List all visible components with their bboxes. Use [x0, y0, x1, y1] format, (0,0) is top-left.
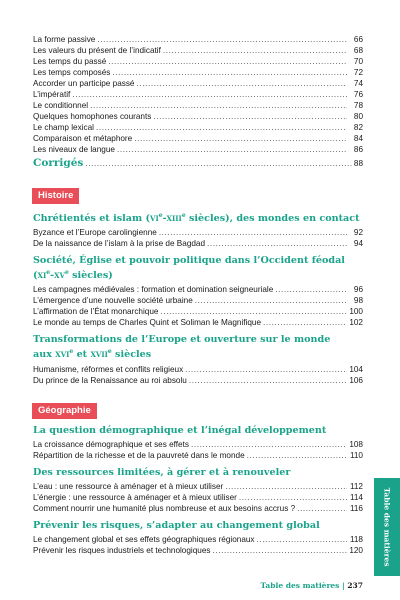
toc	[33, 34, 363, 556]
entry-label: Comparaison et métaphore	[33, 134, 133, 143]
entry-label: L’affirmation de l’État monarchique	[33, 307, 159, 317]
leader-dots	[297, 503, 347, 514]
toc-entry[interactable]	[33, 111, 363, 122]
toc-entry[interactable]	[33, 45, 363, 56]
chapter-title[interactable]: Prévenir les risques, s’adapter au changement global	[33, 519, 320, 531]
toc-entry[interactable]	[33, 306, 363, 317]
entry-page: 82	[353, 123, 363, 132]
leader-dots	[275, 284, 347, 295]
entry-label: L’énergie : une ressource à aménager et à mieux utiliser	[33, 492, 237, 502]
side-tab	[374, 478, 400, 576]
entry-page: 112	[349, 481, 363, 491]
page-footer: Table des matières | 237	[260, 581, 363, 590]
entry-page: 78	[353, 101, 363, 110]
entry-label: L’émergence d’une nouvelle société urbaine	[33, 296, 193, 306]
entry-page: 102	[349, 318, 363, 328]
entry-label: De la naissance de l’islam à la prise de Bagdad	[33, 239, 206, 249]
entry-page: 88	[353, 159, 363, 168]
entry-label: Prévenir les risques industriels et technologiques	[33, 545, 211, 555]
leader-dots	[160, 306, 347, 317]
geographie-section	[33, 400, 363, 556]
entry-label: Les temps du passé	[33, 57, 107, 66]
leader-dots	[117, 144, 347, 155]
chapter-title[interactable]: La question démographique et l’inégal développement	[33, 424, 327, 436]
chapter-title[interactable]: Société, Église et pouvoir politique dans l’Occident féodal ($xi^e-xv^e$ siècles)	[33, 255, 345, 282]
entry-page: 84	[353, 134, 363, 143]
toc-entry[interactable]	[33, 238, 363, 249]
entry-label: Comment nourrir une humanité plus nombreuse et aux besoins accrus ?	[33, 503, 296, 513]
section-tag-geographie: Géographie	[32, 403, 97, 419]
entry-page: 98	[353, 296, 363, 306]
entry-label: Les valeurs du présent de l’indicatif	[33, 46, 161, 55]
leader-dots	[72, 89, 347, 100]
entry-page: 110	[349, 450, 363, 460]
toc-entry[interactable]	[33, 492, 363, 503]
entry-page: 94	[353, 239, 363, 249]
entry-label: Les campagnes médiévales : formation et domination seigneuriale	[33, 285, 274, 295]
leader-dots	[134, 133, 347, 144]
chapter-title[interactable]: Chrétientés et islam ($vi^e-xiii^e$ siècles), des mondes en contact	[33, 212, 360, 225]
toc-entry[interactable]	[33, 89, 363, 100]
leader-dots	[108, 56, 347, 67]
toc-entry[interactable]	[33, 375, 363, 386]
toc-entry[interactable]	[33, 450, 363, 461]
entry-page: 104	[349, 364, 363, 374]
entry-page: 96	[353, 285, 363, 295]
toc-entry[interactable]	[33, 227, 363, 238]
leader-dots	[112, 67, 347, 78]
entry-page: 70	[353, 57, 363, 66]
entry-label: Le monde au temps de Charles Quint et Soliman le Magnifique	[33, 318, 262, 328]
toc-entry[interactable]	[33, 67, 363, 78]
chapter-title[interactable]: Transformations de l’Europe et ouverture sur le monde aux xvi$^e$ et xvii$^e$ siècles	[33, 334, 331, 361]
leader-dots	[239, 492, 347, 503]
entry-page: 86	[353, 145, 363, 154]
entry-page: 108	[349, 439, 363, 449]
leader-dots	[247, 450, 347, 461]
chapter-title[interactable]: Des ressources limitées, à gérer et à renouveler	[33, 466, 291, 478]
footer-label: Table des matières	[260, 581, 340, 590]
toc-entry[interactable]	[33, 122, 363, 133]
entry-page: 118	[349, 534, 363, 544]
entry-label: Le changement global et ses effets géographiques régionaux	[33, 534, 255, 544]
toc-entry[interactable]	[33, 56, 363, 67]
toc-entry[interactable]	[33, 133, 363, 144]
section-tag-histoire: Histoire	[32, 188, 79, 204]
entry-label: Byzance et l’Europe carolingienne	[33, 228, 157, 238]
leader-dots	[263, 317, 347, 328]
entry-label: Répartition de la richesse et de la pauvreté dans le monde	[33, 450, 245, 460]
french-section	[33, 34, 363, 171]
entry-page: 114	[349, 492, 363, 502]
entry-label: Du prince de la Renaissance au roi absolu	[33, 375, 187, 385]
toc-entry[interactable]	[33, 481, 363, 492]
leader-dots	[257, 534, 347, 545]
side-tab-label: Table des matières	[382, 487, 392, 567]
entry-page: 116	[349, 503, 363, 513]
toc-entry[interactable]	[33, 100, 363, 111]
entry-page: 120	[349, 545, 363, 555]
entry-page: 76	[353, 90, 363, 99]
corriges-label: Corrigés	[33, 157, 84, 169]
leader-dots	[163, 45, 347, 56]
entry-label: La forme passive	[33, 35, 96, 44]
toc-entry[interactable]	[33, 34, 363, 45]
entry-label: Humanisme, réformes et conflits religieux	[33, 364, 184, 374]
entry-label: L’eau : une ressource à aménager et à mieux utiliser	[33, 481, 224, 491]
entry-page: 92	[353, 228, 363, 238]
entry-page: 74	[353, 79, 363, 88]
entry-label: Les temps composés	[33, 68, 111, 77]
leader-dots	[153, 111, 347, 122]
entry-label: L’impératif	[33, 90, 71, 99]
corriges-entry[interactable]	[33, 157, 363, 171]
entry-page: 100	[349, 307, 363, 317]
entry-page: 80	[353, 112, 363, 121]
entry-page: 106	[349, 375, 363, 385]
toc-entry[interactable]	[33, 545, 363, 556]
leader-dots	[97, 34, 347, 45]
entry-label: Le conditionnel	[33, 101, 89, 110]
entry-label: Les niveaux de langue	[33, 145, 115, 154]
entry-label: La croissance démographique et ses effets	[33, 439, 189, 449]
histoire-section	[33, 185, 363, 386]
entry-page: 66	[353, 35, 363, 44]
leader-dots	[213, 545, 348, 556]
page-number: 237	[347, 581, 363, 590]
toc-entry[interactable]	[33, 439, 363, 450]
leader-dots	[195, 295, 347, 306]
toc-entry[interactable]	[33, 364, 363, 375]
leader-dots	[159, 227, 347, 238]
leader-dots	[90, 100, 347, 111]
entry-label: Quelques homophones courants	[33, 112, 152, 121]
entry-page: 68	[353, 46, 363, 55]
leader-dots	[137, 78, 348, 89]
toc-entry[interactable]	[33, 78, 363, 89]
entry-label: Le champ lexical	[33, 123, 94, 132]
leader-dots	[207, 238, 347, 249]
toc-entry[interactable]	[33, 503, 363, 514]
leader-dots	[225, 481, 347, 492]
toc-entry[interactable]	[33, 284, 363, 295]
toc-entry[interactable]	[33, 295, 363, 306]
leader-dots	[191, 439, 347, 450]
leader-dots	[96, 122, 347, 133]
leader-dots	[189, 375, 347, 386]
toc-entry[interactable]	[33, 534, 363, 545]
toc-entry[interactable]	[33, 144, 363, 155]
leader-dots	[85, 159, 352, 168]
entry-page: 72	[353, 68, 363, 77]
leader-dots	[185, 364, 347, 375]
entry-label: Accorder un participe passé	[33, 79, 135, 88]
toc-entry[interactable]	[33, 317, 363, 328]
